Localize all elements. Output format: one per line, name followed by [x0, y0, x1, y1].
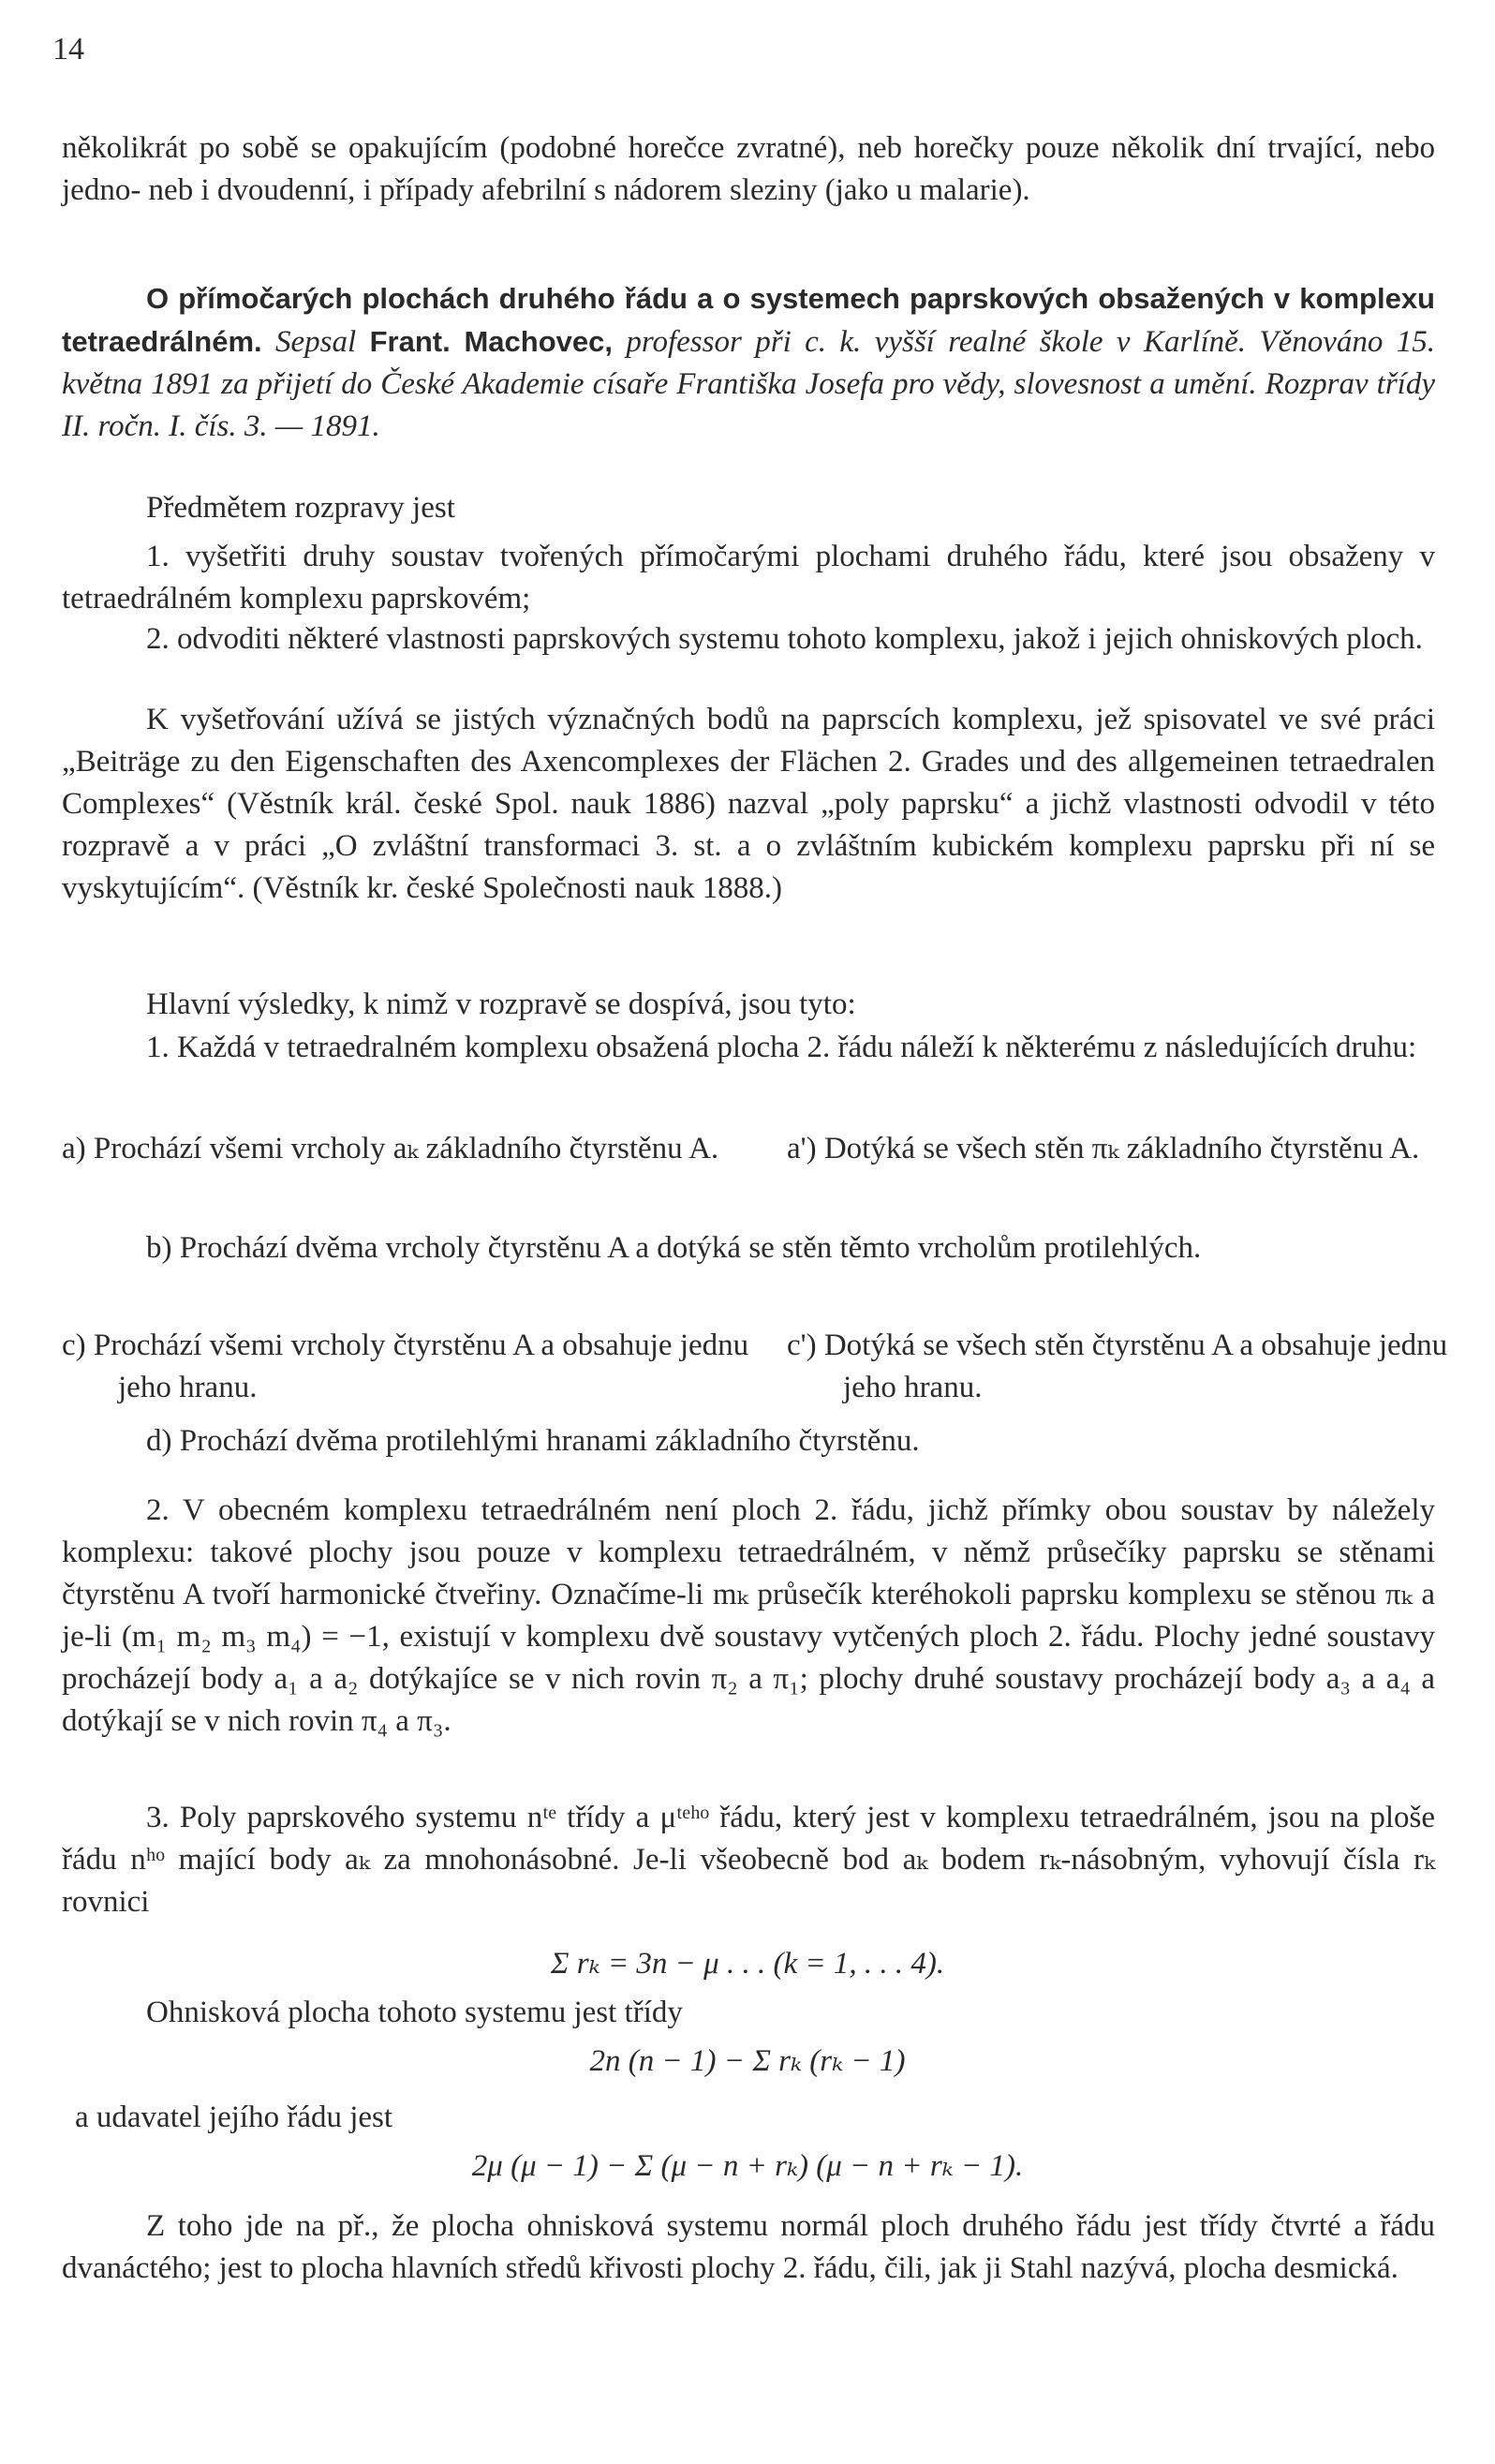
method-paragraph: K vyšetřování užívá se jistých význačných bodů na paprscích komplexu, jež spisovatel ve své práci „Beiträge zu den Eigenschaften des Axencomplexes der Flächen 2. Grades und des allgemeinen tetraedralen Complexes“ (Věstník král. české Spol. nauk 1886) nazval „poly paprsku“ a jichž vlastnosti odvodil v této rozpravě a v práci „O zvláštní transformaci 3. st. a o zvláštním kubickém komplexu paprsku při ní se vyskytujícím“. (Věstník kr. české Společnosti nauk 1888.) [62, 703, 1435, 905]
results-intro: Hlavní výsledky, k nimž v rozpravě se dospívá, jsou tyto: [146, 987, 856, 1021]
case-b: b) Prochází dvěma vrcholy čtyrstěnu A a dotýká se stěn těmto vrcholům protilehlých. [146, 1231, 1202, 1265]
case-a-prime: a') Dotýká se všech stěn πₖ základního čtyrstěnu A. [787, 1132, 1420, 1165]
formula-focal-order: 2μ (μ − 1) − Σ (μ − n + rₖ) (μ − n + rₖ − 1). [471, 2149, 1024, 2183]
order-intro: a udavatel jejího řádu jest [75, 2100, 393, 2134]
intro-paragraph: několikrát po sobě se opakujícím (podobné horečce zvratné), neb horečky pouze několik dní trvající, nebo jedno- neb i dvoudenní, i případy afebrilní s nádorem sleziny (jako u malarie). [62, 131, 1435, 207]
case-a: a) Prochází všemi vrcholy aₖ základního čtyrstěnu A. [62, 1132, 719, 1165]
result-2-paragraph: 2. V obecném komplexu tetraedrálném není ploch 2. řádu, jichž přímky obou soustav by náležely komplexu: takové plochy jsou pouze v komplexu tetraedrálném, v němž průsečíky paprsku se stěnami čtyrstěnu A tvoří harmonické čtveřiny. Označíme-li mₖ průsečík kteréhokoli paprsku komplexu se stěnou πₖ a je-li (m₁ m₂ m₃ m₄) = −1, existují v komplexu dvě soustavy vytčených ploch 2. řádu. Plochy jedné soustavy procházejí body a₁ a a₂ dotýkajíce se v nich rovin π₂ a π₁; plochy druhé soustavy procházejí body a₃ a a₄ a dotýkají se v nich rovin π₄ a π₃. [62, 1493, 1436, 1738]
case-d: d) Prochází dvěma protilehlými hranami základního čtyrstěnu. [146, 1424, 920, 1458]
formula-focal-class: 2n (n − 1) − Σ rₖ (rₖ − 1) [589, 2044, 906, 2078]
article-author: Frant. Machovec, [369, 325, 613, 358]
formula-poly-count: Σ rₖ = 3n − μ . . . (k = 1, . . . 4). [550, 1947, 945, 1981]
result-3-paragraph: 3. Poly paprskového systemu nᵗᵉ třídy a μᵗᵉʰᵒ řádu, který jest v komplexu tetraedrálném, jsou na ploše řádu nʰᵒ mající body aₖ za mnohonásobné. Je-li všeobecně bod aₖ bodem rₖ-násobným, vyhovují čísla rₖ rovnici [62, 1801, 1435, 1919]
case-c: c) Prochází všemi vrcholy čtyrstěnu A a obsahuje jednu jeho hranu. [62, 1328, 749, 1404]
article-heading [62, 277, 1435, 448]
page-number: 14 [52, 32, 84, 67]
focal-class-intro: Ohnisková plocha tohoto systemu jest třídy [146, 1996, 683, 2029]
result-1-intro: 1. Každá v tetraedralném komplexu obsažená plocha 2. řádu náleží k některému z následujících druhu: [146, 1031, 1417, 1064]
article-details: professor při c. k. vyšší realné škole v Karlíně. Věnováno 15. května 1891 za přijetí do České Akademie císaře Františka Josefa pro vědy, slovesnost a umění. Rozprav třídy II. ročn. I. čís. 3. — 1891. [62, 325, 1436, 443]
subject-intro: Předmětem rozpravy jest [146, 491, 455, 525]
subject-item-1: 1. vyšetřiti druhy soustav tvořených přímočarými plochami druhého řádu, které jsou obsaženy v tetraedrálném komplexu paprskovém; [62, 540, 1435, 616]
article-title: O přímočarých plochách druhého řádu a o systemech paprskových obsažených v komplexu tetraedrálném. [62, 282, 1435, 358]
case-c-prime: c') Dotýká se všech stěn čtyrstěnu A a obsahuje jednu jeho hranu. [787, 1328, 1448, 1404]
conclusion-paragraph: Z toho jde na př., že plocha ohnisková systemu normál ploch druhého řádu jest třídy čtvrté a řádu dvanáctého; jest to plocha hlavních středů křivosti plochy 2. řádu, čili, jak ji Stahl nazývá, plocha desmická. [62, 2209, 1435, 2285]
byline-prefix: Sepsal [275, 325, 357, 359]
subject-item-2: 2. odvoditi některé vlastnosti paprskových systemu tohoto komplexu, jakož i jejich ohniskových ploch. [146, 622, 1423, 656]
